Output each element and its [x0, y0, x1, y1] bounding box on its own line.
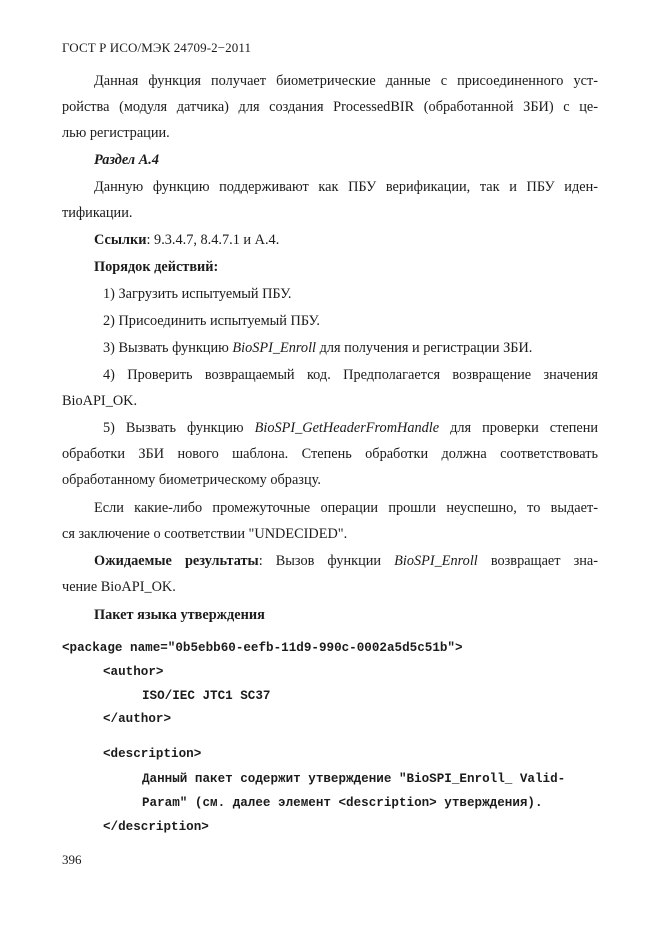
step-text: 5) Вызвать функцию: [103, 420, 255, 436]
step-text: 3) Вызвать функцию: [103, 340, 233, 356]
paragraph-line: ройства (модуля датчика) для создания ProcessedBIR (обработанной ЗБИ) с це-: [62, 99, 598, 115]
expected-label: Ожидаемые результаты: [94, 553, 259, 569]
paragraph-line: тификации.: [62, 205, 133, 221]
document-header: ГОСТ Р ИСО/МЭК 24709-2−2011: [62, 40, 252, 55]
step-text: для проверки степени: [439, 420, 598, 436]
function-name: BioSPI_GetHeaderFromHandle: [254, 420, 440, 436]
code-line: Param" (см. далее элемент <description> утверждения).: [142, 796, 543, 810]
package-title: Пакет языка утверждения: [94, 607, 265, 623]
section-heading: Раздел А.4: [94, 152, 159, 168]
references-text: : 9.3.4.7, 8.4.7.1 и А.4.: [146, 232, 280, 248]
code-line: </author>: [103, 712, 172, 726]
paragraph-line: лью регистрации.: [62, 125, 170, 141]
step-1: 1) Загрузить испытуемый ПБУ.: [103, 286, 292, 302]
paragraph-line: Данную функцию поддерживают как ПБУ верификации, так и ПБУ иден-: [94, 179, 598, 195]
expected-cont: чение BioAPI_OK.: [62, 579, 176, 595]
procedure-title: Порядок действий:: [94, 259, 219, 275]
function-name: BioSPI_Enroll: [394, 553, 478, 569]
expected-text: возвращает зна-: [477, 553, 598, 569]
code-line: <author>: [103, 665, 164, 679]
page-number: 396: [62, 852, 82, 867]
paragraph-line: ся заключение о соответствии "UNDECIDED".: [62, 526, 348, 542]
code-line: </description>: [103, 820, 209, 834]
step-5-cont: обработки ЗБИ нового шаблона. Степень обработки должна соответствовать: [62, 446, 598, 462]
function-name: BioSPI_Enroll: [232, 340, 317, 356]
references-label: Ссылки: [94, 232, 147, 248]
code-line: <package name="0b5ebb60-eefb-11d9-990c-0002a5d5c51b">: [62, 641, 463, 655]
step-4-cont: BioAPI_OK.: [62, 393, 138, 409]
code-line: ISO/IEC JTC1 SC37: [142, 689, 271, 703]
paragraph-line: Если какие-либо промежуточные операции прошли неуспешно, то выдает-: [94, 500, 598, 516]
step-5: [103, 415, 598, 441]
code-line: Данный пакет содержит утверждение "BioSPI_Enroll_ Valid-: [142, 772, 566, 786]
step-3: [103, 335, 598, 361]
step-2: 2) Присоединить испытуемый ПБУ.: [103, 313, 320, 329]
expected-results: [62, 548, 598, 574]
step-4: 4) Проверить возвращаемый код. Предполагается возвращение значения: [103, 367, 598, 383]
paragraph-line: Данная функция получает биометрические данные с присоединенного уст-: [94, 73, 598, 89]
references-line: [62, 227, 598, 253]
step-5-cont: обработанному биометрическому образцу.: [62, 472, 321, 488]
step-text: для получения и регистрации ЗБИ.: [316, 340, 533, 356]
expected-text: : Вызов функции: [258, 553, 395, 569]
code-line: <description>: [103, 747, 202, 761]
